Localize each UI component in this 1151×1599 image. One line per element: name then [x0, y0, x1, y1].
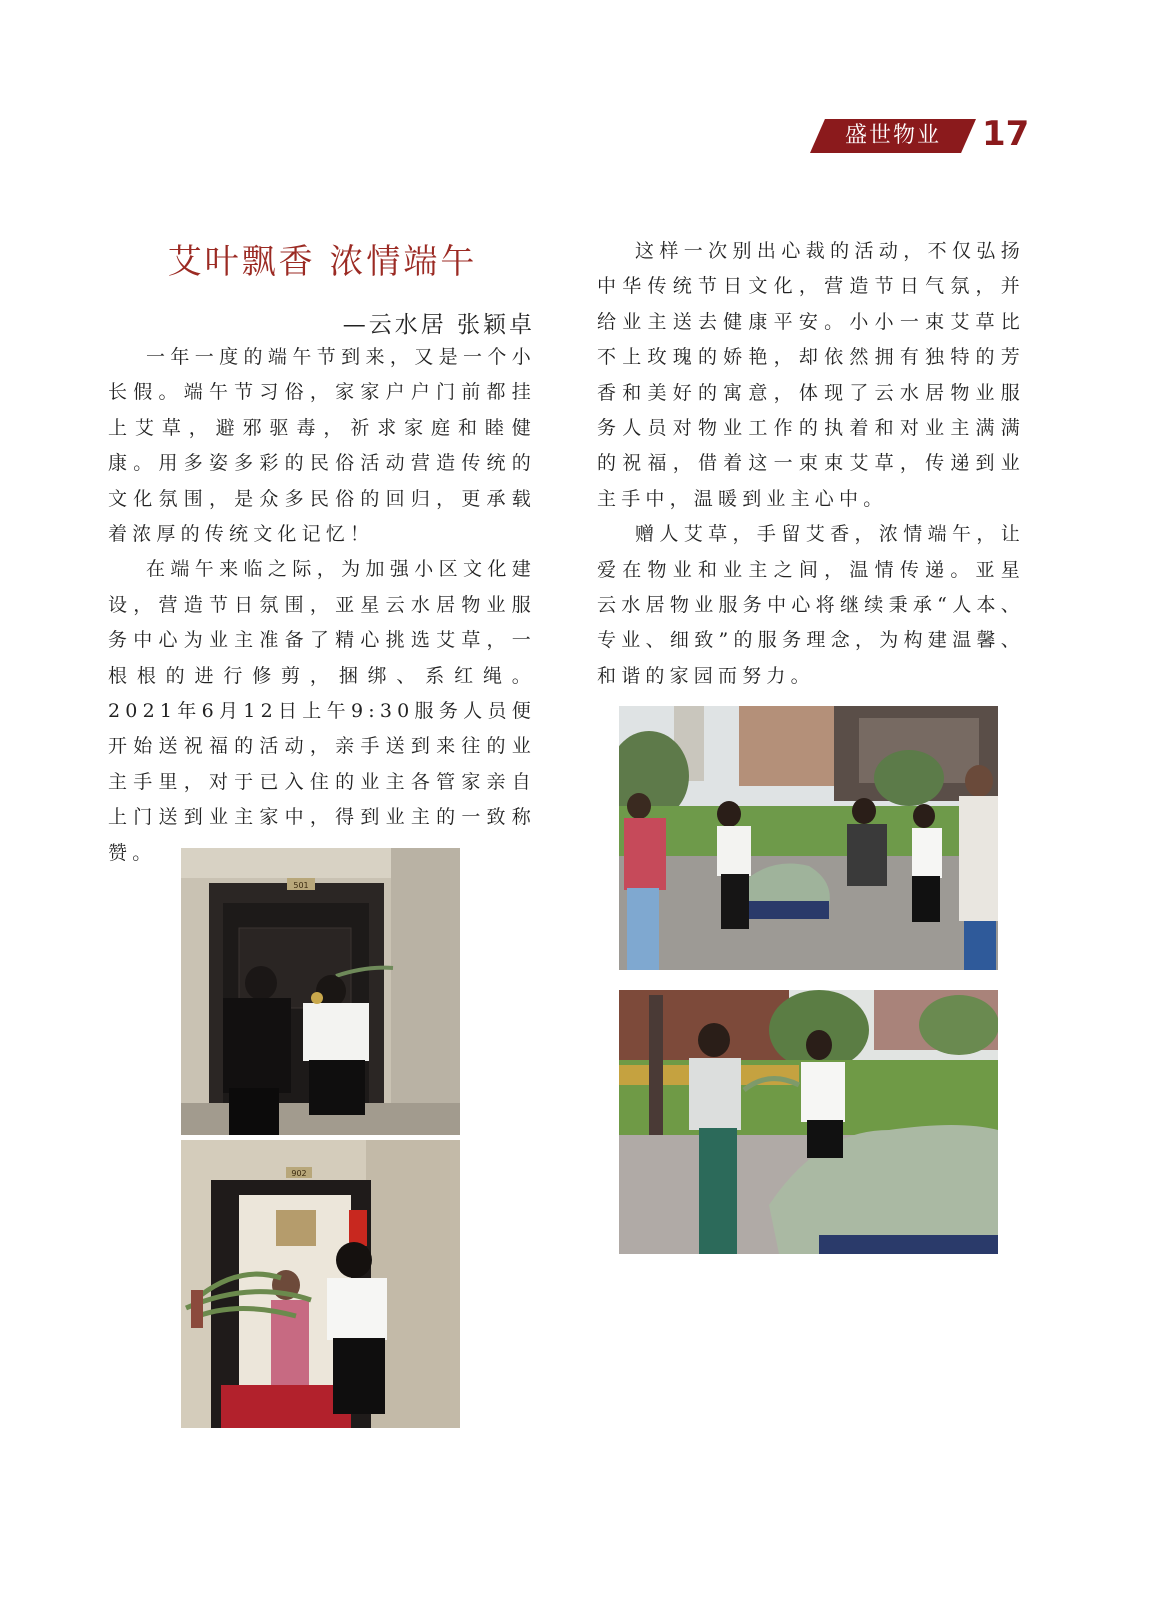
right-column [597, 234, 1025, 694]
photo-home-delivery [181, 1140, 460, 1428]
door-number-902: 902 [291, 1169, 307, 1178]
paragraph: 在端午来临之际，为加强小区文化建设，营造节日氛围，亚星云水居物业服务中心为业主准备了精心挑选艾草，一根根的进行修剪，捆绑、系红绳。2021年6月12日上午9:30服务人员便开始送祝福的活动，亲手送到来往的业主手里，对于已入住的业主各管家亲自上门送到业主家中，得到业主的一致称赞。 [108, 558, 536, 864]
page-number: 17 [982, 114, 1030, 154]
paragraph: 赠人艾草，手留艾香，浓情端午，让爱在物业和业主之间，温情传递。亚星云水居物业服务中心将继续秉承“人本、专业、细致”的服务理念，为构建温馨、和谐的家园而努力。 [597, 523, 1025, 687]
paragraph: 这样一次别出心裁的活动，不仅弘扬中华传统节日文化，营造节日气氛，并给业主送去健康平安。小小一束艾草比不上玫瑰的娇艳，却依然拥有独特的芳香和美好的寓意，体现了云水居物业服务人员对物业工作的执着和对业主满满的祝福，借着这一束束艾草，传递到业主手中，温暖到业主心中。 [597, 240, 1025, 510]
door-number-501: 501 [293, 881, 309, 890]
article-byline: —云水居 张颖卓 [342, 312, 535, 338]
paragraph: 一年一度的端午节到来，又是一个小长假。端午节习俗，家家户户门前都挂上艾草，避邪驱毒，祈求家庭和睦健康。用多姿多彩的民俗活动营造传统的文化氛围，是众多民俗的回归，更承载着浓厚的传统文化记忆！ [108, 346, 536, 546]
photo-door-delivery [181, 848, 460, 1135]
left-column [108, 340, 536, 871]
section-label: 盛世物业 [844, 123, 941, 148]
photo-courtyard-group [619, 706, 998, 970]
photo-handing-mugwort [619, 990, 998, 1254]
article-title: 艾叶飘香 浓情端午 [167, 242, 478, 282]
